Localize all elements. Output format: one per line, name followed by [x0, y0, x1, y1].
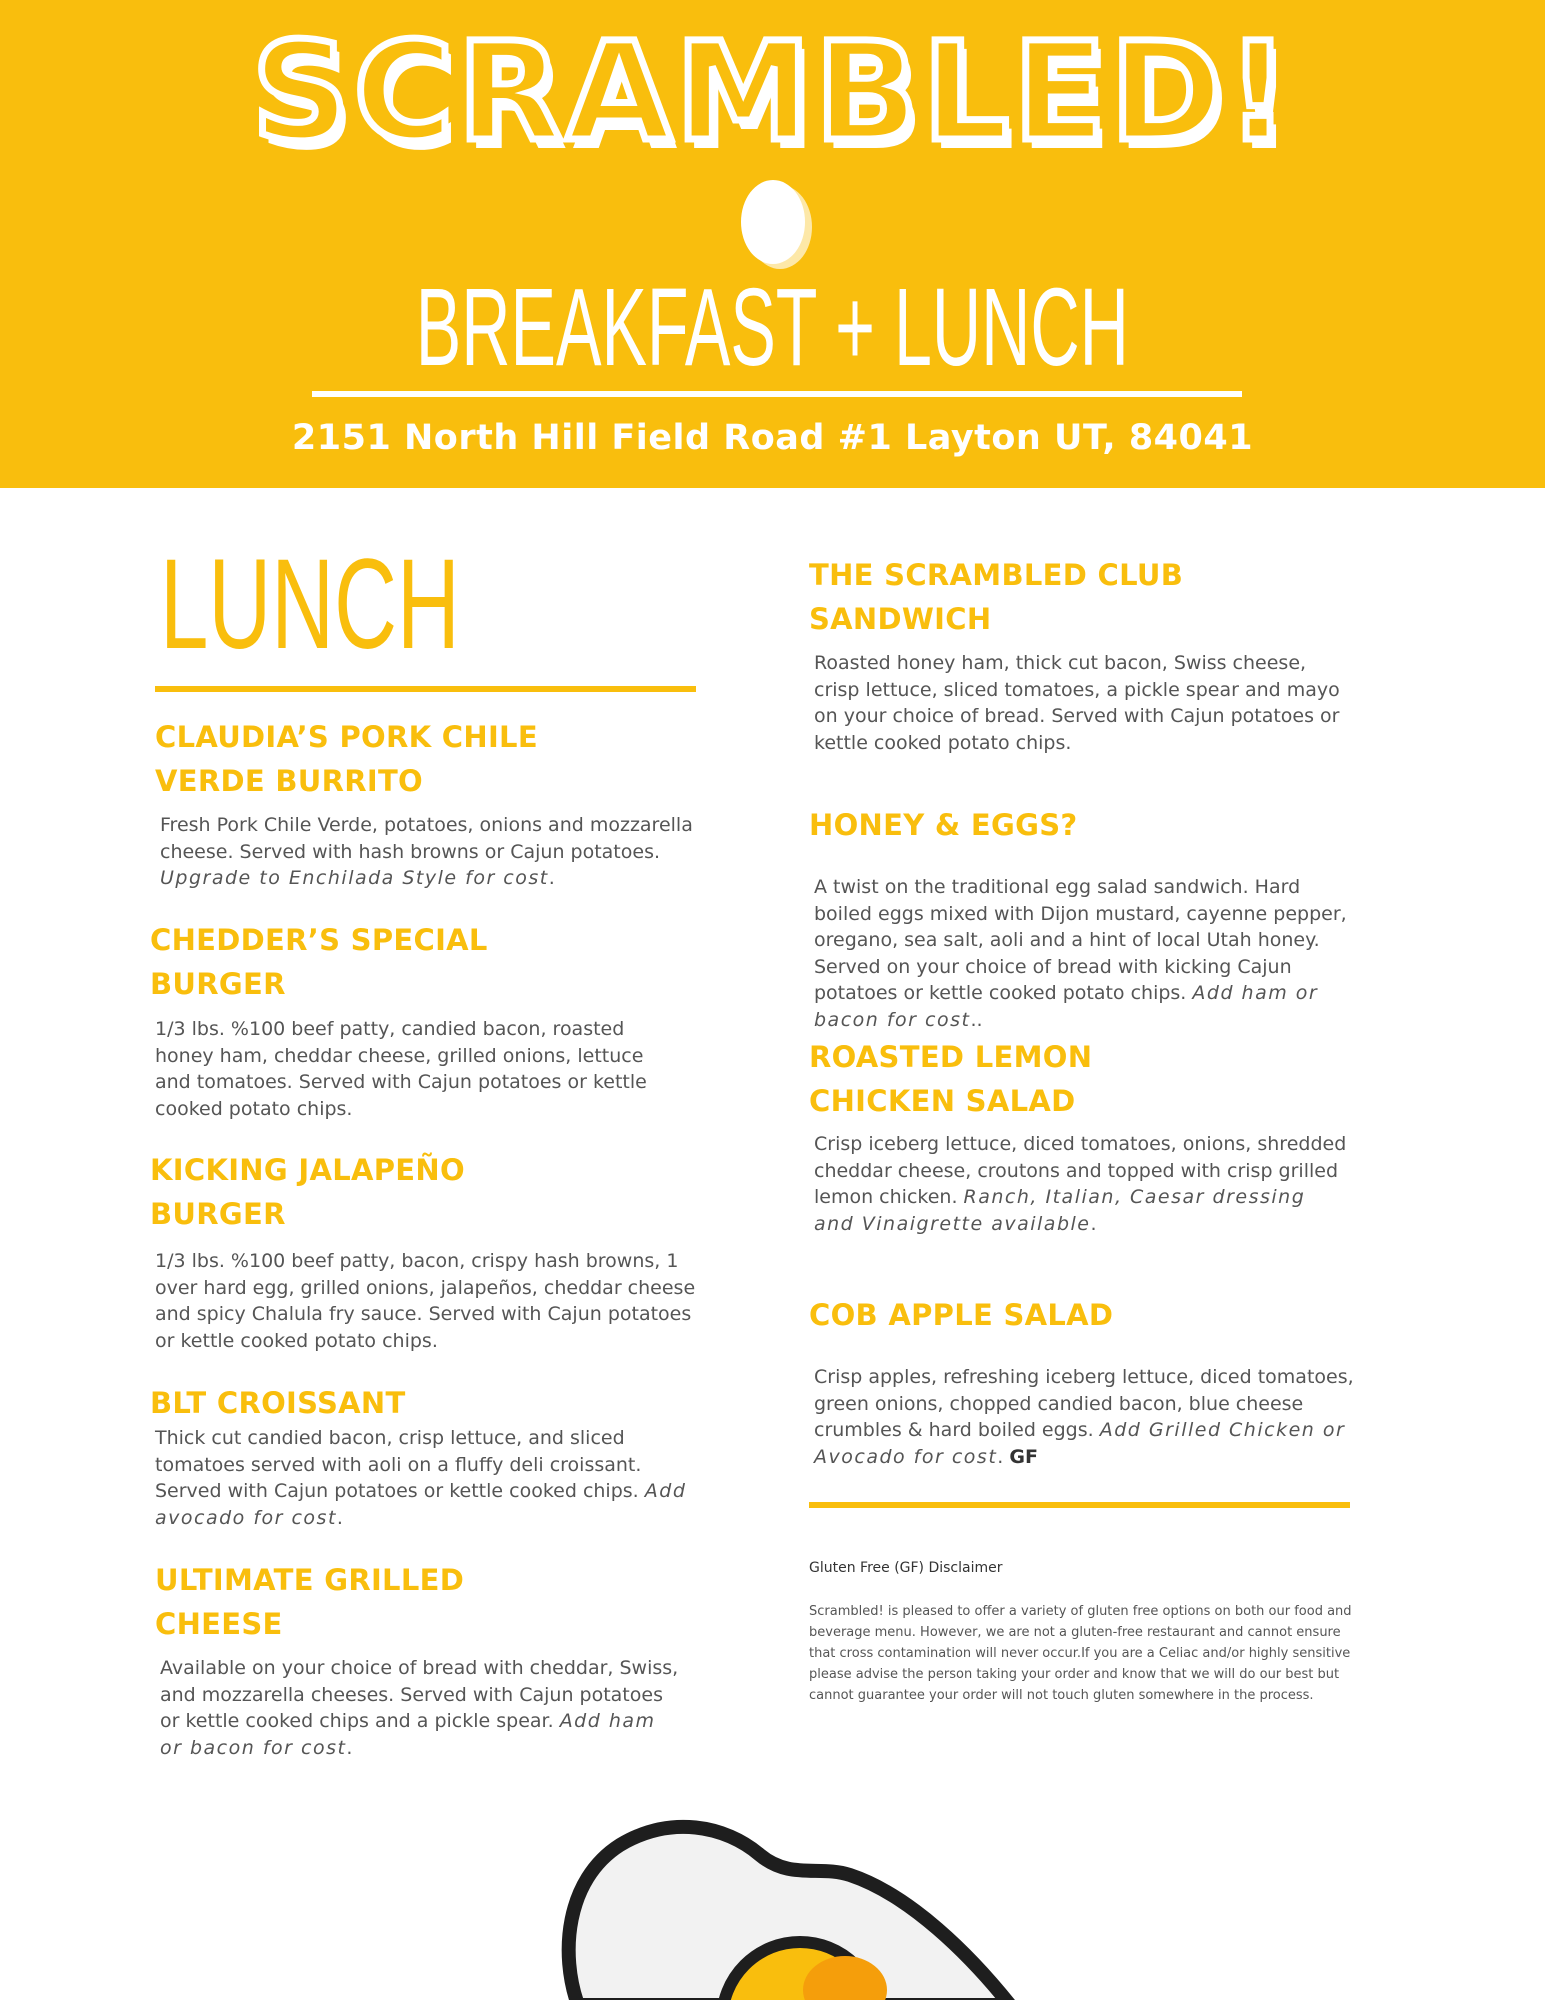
section-divider	[155, 686, 696, 692]
fried-egg-icon	[550, 1805, 1030, 2000]
menu-item-title: CLAUDIA’S PORK CHILE VERDE BURRITO	[155, 720, 538, 798]
menu-item-description: Available on your choice of bread with cheddar, Swiss, and mozzarella cheeses. Served with Cajun potatoes or kettle cooked chips and a pickle spear. Add ham or bacon for cost.	[160, 1657, 679, 1759]
menu-item-title: THE SCRAMBLED CLUB SANDWICH	[809, 558, 1184, 636]
header-banner	[0, 0, 1545, 488]
menu-item-description: Fresh Pork Chile Verde, potatoes, onions and mozzarella cheese. Served with hash browns or Cajun potatoes. Upgrade to Enchilada Style for cost.	[160, 814, 693, 889]
disclaimer-divider	[809, 1502, 1350, 1508]
subtitle: BREAKFAST + LUNCH	[415, 266, 1129, 389]
header-divider	[312, 391, 1242, 397]
address: 2151 North Hill Field Road #1 Layton UT, 84041	[291, 418, 1254, 458]
section-title: LUNCH	[160, 533, 460, 676]
disclaimer-text: Scrambled! is pleased to offer a variety of gluten free options on both our food and beverage menu. However, we are not a gluten-free restaurant and cannot ensure that cross contamination will never occur.If you are a Celiac and/or highly sensitive please advise the person taking your order and know that we will do our best but cannot guarantee your order will not touch gluten somewhere in the process.	[809, 1604, 1352, 1703]
menu-item-title: ULTIMATE GRILLED CHEESE	[155, 1563, 465, 1641]
menu-item-title: HONEY & EGGS?	[809, 808, 1078, 842]
menu-item-description: Thick cut candied bacon, crisp lettuce, and sliced tomatoes served with aoli on a fluffy deli croissant. Served with Cajun potatoes or kettle cooked chips. Add avocado for cost.	[155, 1427, 687, 1529]
menu-item-description: Crisp apples, refreshing iceberg lettuce, diced tomatoes, green onions, chopped candied bacon, blue cheese crumbles & hard boiled eggs. Add Grilled Chicken or Avocado for cost. GF	[814, 1366, 1354, 1468]
gf-badge: GF	[1009, 1445, 1038, 1468]
egg-icon	[735, 172, 815, 272]
menu-item-description: Roasted honey ham, thick cut bacon, Swiss cheese, crisp lettuce, sliced tomatoes, a pickle spear and mayo on your choice of bread. Served with Cajun potatoes or kettle cooked potato chips.	[814, 652, 1340, 754]
disclaimer-title: Gluten Free (GF) Disclaimer	[809, 1560, 1003, 1576]
menu-item-title: BLT CROISSANT	[150, 1386, 406, 1420]
menu-item-description: 1/3 lbs. %100 beef patty, candied bacon, roasted honey ham, cheddar cheese, grilled onions, lettuce and tomatoes. Served with Cajun potatoes or kettle cooked potato chips.	[155, 1018, 647, 1120]
menu-item-description: 1/3 lbs. %100 beef patty, bacon, crispy hash browns, 1 over hard egg, grilled onions, jalapeños, cheddar cheese and spicy Chalula fry sauce. Served with Cajun potatoes or kettle cooked potato chips.	[155, 1250, 696, 1352]
menu-item-description: Crisp iceberg lettuce, diced tomatoes, onions, shredded cheddar cheese, croutons and topped with crisp grilled lemon chicken. Ranch, Italian, Caesar dressing and Vinaigrette available.	[814, 1133, 1347, 1235]
menu-item-title: CHEDDER’S SPECIAL BURGER	[150, 923, 488, 1001]
brand-title: SCRAMBLED!	[251, 14, 1294, 172]
menu-item-title: KICKING JALAPEÑO BURGER	[150, 1153, 465, 1231]
menu-item-title: COB APPLE SALAD	[809, 1298, 1114, 1332]
menu-item-description: A twist on the traditional egg salad sandwich. Hard boiled eggs mixed with Dijon mustard, cayenne pepper, oregano, sea salt, aoli and a hint of local Utah honey. Served on your choice of bread with kicking Cajun potatoes or kettle cooked potato chips. Add ham or bacon for cost..	[814, 876, 1347, 1031]
menu-item-title: ROASTED LEMON CHICKEN SALAD	[809, 1040, 1093, 1118]
